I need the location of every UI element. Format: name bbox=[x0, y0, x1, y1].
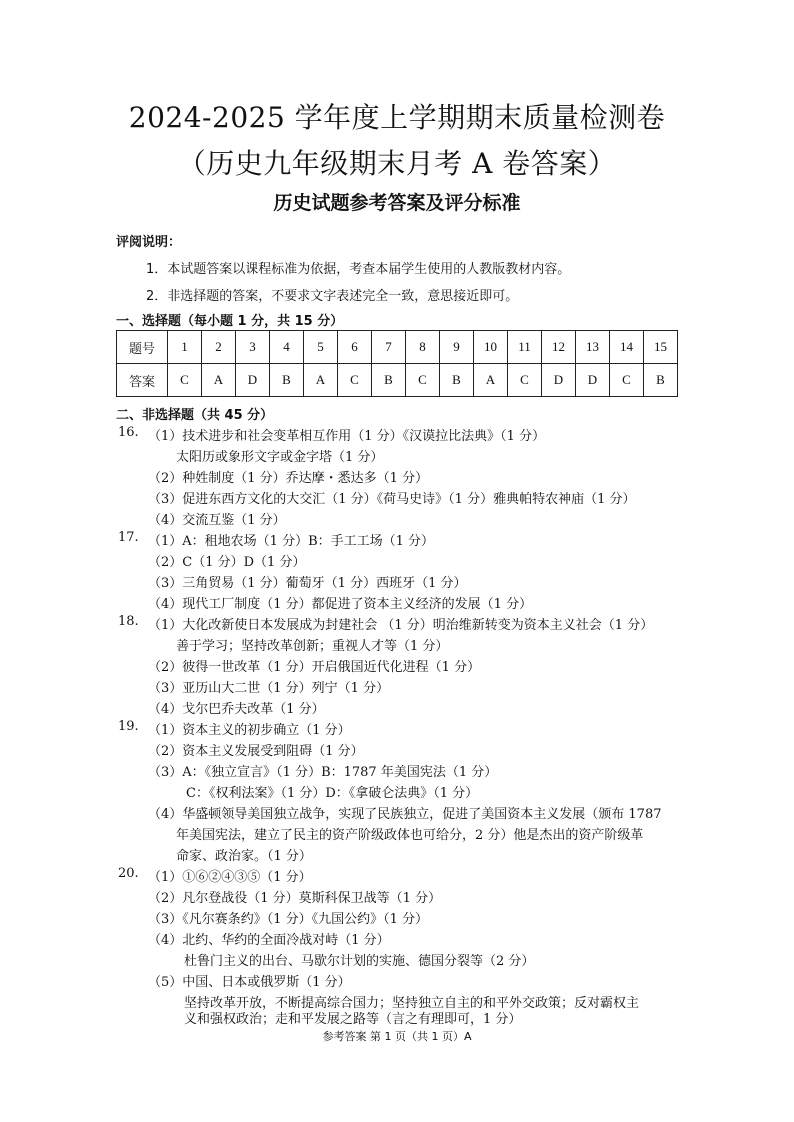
answer-line: （1）①⑥②④③⑤（1 分） bbox=[148, 870, 312, 885]
page-title-line1: 2024-2025 学年度上学期期末质量检测卷 bbox=[128, 101, 666, 134]
answer-line: （3）亚历山大二世（1 分）列宁（1 分） bbox=[148, 681, 390, 696]
question-number: 4 bbox=[270, 331, 304, 364]
question-number: 6 bbox=[338, 331, 372, 364]
answer-cell: C bbox=[406, 364, 440, 397]
row-header-answers: 答案 bbox=[117, 364, 168, 397]
answer-cell: C bbox=[338, 364, 372, 397]
question-number: 11 bbox=[508, 331, 542, 364]
answer-cell: B bbox=[270, 364, 304, 397]
answer-line: 命家、政治家。（1 分） bbox=[176, 849, 312, 864]
answer-line: 年美国宪法，建立了民主的资产阶级政体也可给分，2 分）他是杰出的资产阶级革 bbox=[176, 828, 644, 843]
section1-heading: 一、选择题（每小题 1 分，共 15 分） bbox=[116, 314, 344, 329]
review-note-2: 2．非选择题的答案，不要求文字表述完全一致，意思接近即可。 bbox=[146, 289, 519, 304]
question-number-row bbox=[117, 331, 678, 364]
question-number: 5 bbox=[304, 331, 338, 364]
answer-cell: A bbox=[304, 364, 338, 397]
answer-line: （2）C（1 分）D（1 分） bbox=[148, 555, 306, 570]
question-number-label: 19. bbox=[118, 719, 139, 734]
answer-line: （2）彼得一世改革（1 分）开启俄国近代化进程（1 分） bbox=[148, 660, 481, 675]
question-number: 13 bbox=[576, 331, 610, 364]
question-number-label: 20. bbox=[118, 866, 139, 881]
row-header-numbers: 题号 bbox=[117, 331, 168, 364]
answer-cell: D bbox=[542, 364, 576, 397]
answer-line: （4）交流互鉴（1 分） bbox=[148, 513, 286, 528]
question-number: 15 bbox=[644, 331, 678, 364]
question-number: 7 bbox=[372, 331, 406, 364]
page-footer: 参考答案 第 1 页（共 1 页）A bbox=[322, 1030, 472, 1043]
answer-line: （5）中国、日本或俄罗斯（1 分） bbox=[148, 975, 351, 990]
answer-line: （1）技术进步和社会变革相互作用（1 分）《汉谟拉比法典》（1 分） bbox=[148, 429, 546, 444]
answer-cell: C bbox=[610, 364, 644, 397]
page-subtitle: 历史试题参考答案及评分标准 bbox=[273, 192, 521, 214]
answer-line: （2）凡尔登战役（1 分）莫斯科保卫战等（1 分） bbox=[148, 891, 442, 906]
review-note-1: 1．本试题答案以课程标准为依据，考查本届学生使用的人教版教材内容。 bbox=[146, 262, 571, 277]
answer-line: 善于学习；坚持改革创新；重视人才等（1 分） bbox=[176, 639, 449, 654]
answer-line: （1）资本主义的初步确立（1 分） bbox=[148, 723, 351, 738]
question-number: 8 bbox=[406, 331, 440, 364]
answer-cell: C bbox=[508, 364, 542, 397]
answer-line: 坚持改革开放，不断提高综合国力；坚持独立自主的和平外交政策；反对霸权主 bbox=[184, 996, 640, 1011]
answer-line: （3）《凡尔赛条约》（1 分）《九国公约》（1 分） bbox=[148, 912, 429, 927]
section2-heading: 二、非选择题（共 45 分） bbox=[116, 408, 274, 423]
question-number: 9 bbox=[440, 331, 474, 364]
question-number: 3 bbox=[236, 331, 270, 364]
answer-cell: C bbox=[168, 364, 202, 397]
question-number: 14 bbox=[610, 331, 644, 364]
answer-line: （2）种姓制度（1 分）乔达摩・悉达多（1 分） bbox=[148, 471, 429, 486]
answer-line: （1）A：租地农场（1 分）B：手工工场（1 分） bbox=[148, 534, 435, 549]
answer-line: C：《权利法案》（1 分）D：《拿破仑法典》（1 分） bbox=[186, 786, 479, 801]
answer-line: （3）促进东西方文化的大交汇（1 分）《荷马史诗》（1 分）雅典帕特农神庙（1 分） bbox=[148, 492, 636, 507]
question-number: 10 bbox=[474, 331, 508, 364]
question-number: 12 bbox=[542, 331, 576, 364]
answer-cell: D bbox=[576, 364, 610, 397]
question-number-label: 17. bbox=[118, 530, 139, 545]
answer-row bbox=[117, 364, 678, 397]
answer-line: （4）现代工厂制度（1 分）都促进了资本主义经济的发展（1 分） bbox=[148, 597, 533, 612]
answer-cell: A bbox=[474, 364, 508, 397]
answer-cell: B bbox=[372, 364, 406, 397]
answer-cell: D bbox=[236, 364, 270, 397]
answer-line: （4）华盛顿领导美国独立战争，实现了民族独立，促进了美国资本主义发展（颁布 1787 bbox=[148, 807, 662, 822]
question-number: 2 bbox=[202, 331, 236, 364]
answer-table bbox=[116, 330, 678, 397]
answer-cell: B bbox=[440, 364, 474, 397]
answer-line: （3）三角贸易（1 分）葡萄牙（1 分）西班牙（1 分） bbox=[148, 576, 467, 591]
question-number: 1 bbox=[168, 331, 202, 364]
question-number-label: 16. bbox=[118, 425, 139, 440]
answer-line: 太阳历或象形文字或金字塔（1 分） bbox=[176, 450, 384, 465]
review-notes-heading: 评阅说明： bbox=[116, 235, 182, 250]
answer-line: （4）戈尔巴乔夫改革（1 分） bbox=[148, 702, 325, 717]
answer-line: 义和强权政治；走和平发展之路等（言之有理即可，1 分） bbox=[184, 1012, 522, 1027]
answer-line: （1）大化改新使日本发展成为封建社会 （1 分）明治维新转变为资本主义社会（1 分） bbox=[148, 618, 654, 633]
page-title-line2: （历史九年级期末月考 A 卷答案） bbox=[177, 147, 617, 180]
answer-line: （4）北约、华约的全面冷战对峙（1 分） bbox=[148, 933, 390, 948]
question-number-label: 18. bbox=[118, 614, 139, 629]
answer-cell: A bbox=[202, 364, 236, 397]
answer-line: （2）资本主义发展受到阻碍（1 分） bbox=[148, 744, 364, 759]
answer-line: （3）A：《独立宣言》（1 分）B：1787 年美国宪法（1 分） bbox=[148, 765, 498, 780]
answer-cell: B bbox=[644, 364, 678, 397]
answer-line: 杜鲁门主义的出台、马歇尔计划的实施、德国分裂等（2 分） bbox=[184, 954, 535, 969]
